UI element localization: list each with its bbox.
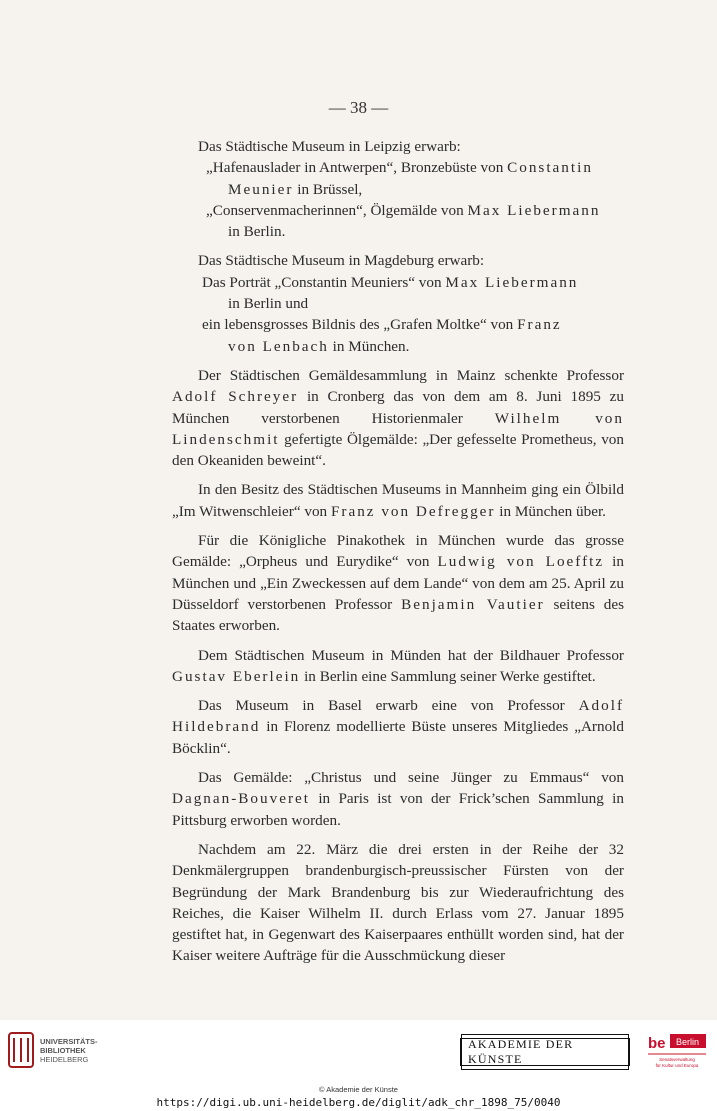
text-span: in München über. bbox=[495, 502, 606, 520]
svg-text:Senatsverwaltung: Senatsverwaltung bbox=[659, 1057, 695, 1062]
akademie-logo[interactable] bbox=[460, 1038, 630, 1066]
text-span: Das Gemälde: „Christus und seine Jünger zu Emmaus“ von bbox=[198, 769, 624, 787]
spaced-name: Max Liebermann bbox=[445, 273, 579, 291]
ub-line: HEIDELBERG bbox=[40, 1054, 89, 1064]
source-url[interactable]: https://digi.ub.uni-heidelberg.de/diglit/adk_chr_1898_75/0040 bbox=[156, 1096, 561, 1109]
ub-line: UNIVERSITÄTS- bbox=[40, 1036, 98, 1046]
ub-line: BIBLIOTHEK bbox=[40, 1045, 86, 1055]
text-span: Das Städtische Museum in Leipzig erwarb: bbox=[198, 138, 461, 155]
spaced-name: Benjamin Vautier bbox=[401, 595, 545, 613]
text-span: Nachdem am 22. März die drei ersten in der Reihe der 32 Denkmälergruppen brandenburgisch-preussischer Fürsten von der Begründung der Mark Brandenburg bis zur Wiederaufrichtung des Reiches, die Kaiser Wilhelm II. durch Erlass vom 27. Januar 1895 gestiftet hat, in Gegenwart des Kaiserpaares enthüllt worden sind, hat der Kaiser weitere Aufträge für die Ausschmückung dieser bbox=[172, 840, 624, 965]
spaced-name: Franz von Defregger bbox=[330, 502, 496, 520]
text-span: Das Porträt „Constantin Meuniers“ von bbox=[202, 273, 446, 291]
text-span: In den Besitz des Städtischen Museums in Mannheim ging ein Ölbild „Im Witwenschleier“ von bbox=[172, 481, 624, 520]
copyright-credit: © Akademie der Künste bbox=[319, 1085, 398, 1094]
spaced-name: Dagnan-Bouveret bbox=[172, 790, 310, 808]
ub-logo-text bbox=[40, 1037, 98, 1064]
text-span: „Conservenmacherinnen“, Ölgemälde von bbox=[206, 201, 468, 219]
text-span: in Cronberg das von dem am 8. Juni 1895 zu München verstorbenen Historienmaler bbox=[172, 388, 625, 427]
shield-icon bbox=[8, 1032, 34, 1068]
text-span: „Hafenauslader in Antwerpen“, Bronzebüste von bbox=[206, 159, 508, 177]
text-span: in München und „Ein Zweckessen auf dem Lande“ von dem am 25. April zu Düsseldorf verstorbenen Professor bbox=[172, 553, 624, 613]
ub-heidelberg-logo[interactable] bbox=[8, 1030, 118, 1070]
paragraph bbox=[172, 479, 624, 522]
text-span: in Berlin und bbox=[228, 295, 309, 313]
text-span: Das Museum in Basel erwarb eine von Professor bbox=[198, 697, 579, 715]
paragraph bbox=[172, 530, 624, 636]
page-number: — 38 — bbox=[328, 98, 389, 117]
text-span: seitens des Staates erworben. bbox=[172, 595, 624, 635]
text-line bbox=[172, 272, 624, 315]
text-line bbox=[172, 250, 624, 271]
akademie-label: AKADEMIE DER KÜNSTE bbox=[461, 1034, 629, 1070]
text-span: in Brüssel, bbox=[293, 180, 363, 198]
svg-text:für Kultur und Europa: für Kultur und Europa bbox=[655, 1063, 699, 1068]
text-line bbox=[172, 136, 624, 157]
text-span: in Paris ist von der Frick’schen Sammlung in Pittsburg erworben worden. bbox=[172, 790, 624, 829]
spaced-name: Meunier bbox=[228, 180, 294, 198]
text-span: Der Städtischen Gemäldesammlung in Mainz schenkte Professor bbox=[198, 366, 624, 384]
text-line bbox=[172, 314, 624, 357]
text-span: in München. bbox=[328, 337, 410, 355]
text-span: Für die Königliche Pinakothek in München wurde das grosse Gemälde: „Orpheus und Eurydike“ von bbox=[172, 532, 624, 571]
spaced-name: Franz bbox=[517, 316, 562, 334]
paragraph bbox=[172, 645, 624, 688]
spaced-name: Adolf Hildebrand bbox=[172, 697, 624, 736]
text-span: Dem Städtischen Museum in Münden hat der Bildhauer Professor bbox=[198, 646, 624, 664]
text-span: ein lebensgrosses Bildnis des „Grafen Moltke“ von bbox=[202, 316, 518, 334]
paragraph bbox=[172, 839, 624, 967]
text-line bbox=[172, 157, 624, 200]
spaced-name: Wilhelm von Lindenschmit bbox=[172, 409, 624, 448]
senatsverwaltung-logo[interactable] bbox=[646, 1030, 708, 1070]
body-text bbox=[172, 136, 624, 967]
text-span: in Berlin. bbox=[228, 223, 286, 241]
text-span: Das Städtische Museum in Magdeburg erwarb: bbox=[198, 252, 485, 270]
spaced-name: Constantin bbox=[507, 159, 593, 177]
text-span: in Berlin eine Sammlung seiner Werke gestiftet. bbox=[300, 667, 596, 685]
svg-text:be: be bbox=[648, 1035, 666, 1052]
text-span: in Florenz modellierte Büste unseres Mitgliedes „Arnold Böcklin“. bbox=[172, 718, 624, 757]
spaced-name: Gustav Eberlein bbox=[172, 667, 301, 685]
spaced-name: Ludwig von Loefftz bbox=[437, 553, 605, 571]
text-line bbox=[172, 200, 624, 243]
spaced-name: von Lenbach bbox=[228, 337, 329, 355]
paragraph bbox=[172, 695, 624, 759]
paragraph bbox=[172, 767, 624, 831]
text-span: gefertigte Ölgemälde: „Der gefesselte Prometheus, von den Okeaniden beweint“. bbox=[172, 430, 624, 470]
paragraph bbox=[172, 365, 624, 471]
svg-text:Berlin: Berlin bbox=[676, 1037, 700, 1047]
spaced-name: Adolf Schreyer bbox=[172, 388, 299, 406]
spaced-name: Max Liebermann bbox=[467, 201, 601, 219]
